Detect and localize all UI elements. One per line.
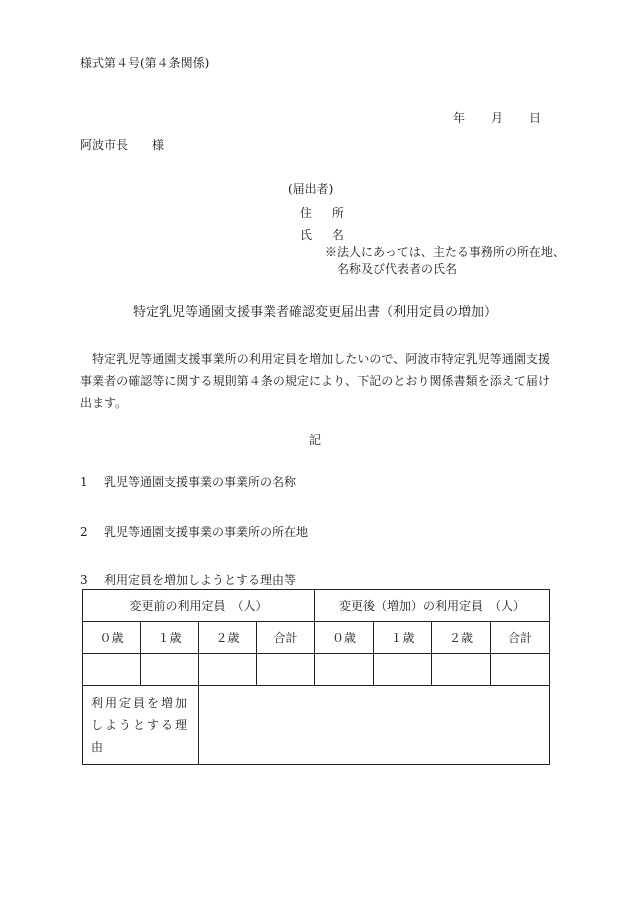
item-number: 1: [80, 475, 88, 489]
form-number: 様式第４号(第４条関係): [80, 56, 210, 70]
item-3: [80, 572, 296, 588]
after-age-0-header: ０歳: [315, 622, 374, 654]
before-age-1-header: １歳: [141, 622, 199, 654]
item-1: [80, 474, 296, 490]
after-age-0-cell[interactable]: [315, 654, 374, 686]
before-age-1-cell[interactable]: [141, 654, 199, 686]
before-capacity-header: 変更前の利用定員 （人）: [83, 590, 315, 622]
after-age-2-cell[interactable]: [432, 654, 491, 686]
item-text: 利用定員を増加しようとする理由等: [104, 573, 297, 587]
date-line: [453, 110, 541, 126]
reason-label: 利用定員を増加しようとする理由: [83, 686, 199, 765]
item-text: 乳児等通園支援事業の事業所の所在地: [104, 525, 309, 539]
after-age-2-header: ２歳: [432, 622, 491, 654]
addressee: 阿波市長 様: [80, 138, 165, 152]
date-day-label: 日: [529, 111, 542, 125]
before-total-header: 合計: [257, 622, 315, 654]
before-age-2-header: ２歳: [199, 622, 257, 654]
after-total-header: 合計: [491, 622, 550, 654]
item-text: 乳児等通園支援事業の事業所の名称: [104, 475, 297, 489]
after-age-1-cell[interactable]: [374, 654, 432, 686]
date-month-label: 月: [491, 111, 504, 125]
after-total-cell[interactable]: [491, 654, 550, 686]
address-label: 住 所: [300, 206, 352, 220]
reason-cell[interactable]: [199, 686, 550, 765]
capacity-table: [82, 589, 550, 765]
before-age-0-header: ０歳: [83, 622, 141, 654]
ki-marker: 記: [308, 433, 321, 447]
corporate-note-line1: ※法人にあっては、主たる事務所の所在地、: [325, 245, 565, 259]
before-total-cell[interactable]: [257, 654, 315, 686]
item-2: [80, 524, 308, 540]
name-label: 氏 名: [300, 228, 352, 242]
applicant-heading: (届出者): [288, 182, 334, 196]
item-number: 2: [80, 525, 88, 539]
item-number: 3: [80, 573, 88, 587]
document-title: 特定乳児等通園支援事業者確認変更届出書（利用定員の増加）: [132, 305, 497, 320]
after-age-1-header: １歳: [374, 622, 432, 654]
body-paragraph: 特定乳児等通園支援事業所の利用定員を増加したいので、阿波市特定乳児等通園支援事業者の確認等に関する規則第４条の規定により、下記のとおり関係書類を添えて届け出ます。: [80, 352, 550, 410]
date-year-label: 年: [453, 111, 466, 125]
corporate-note-line2: 名称及び代表者の氏名: [337, 262, 458, 276]
before-age-0-cell[interactable]: [83, 654, 141, 686]
before-age-2-cell[interactable]: [199, 654, 257, 686]
after-capacity-header: 変更後（増加）の利用定員 （人）: [315, 590, 550, 622]
